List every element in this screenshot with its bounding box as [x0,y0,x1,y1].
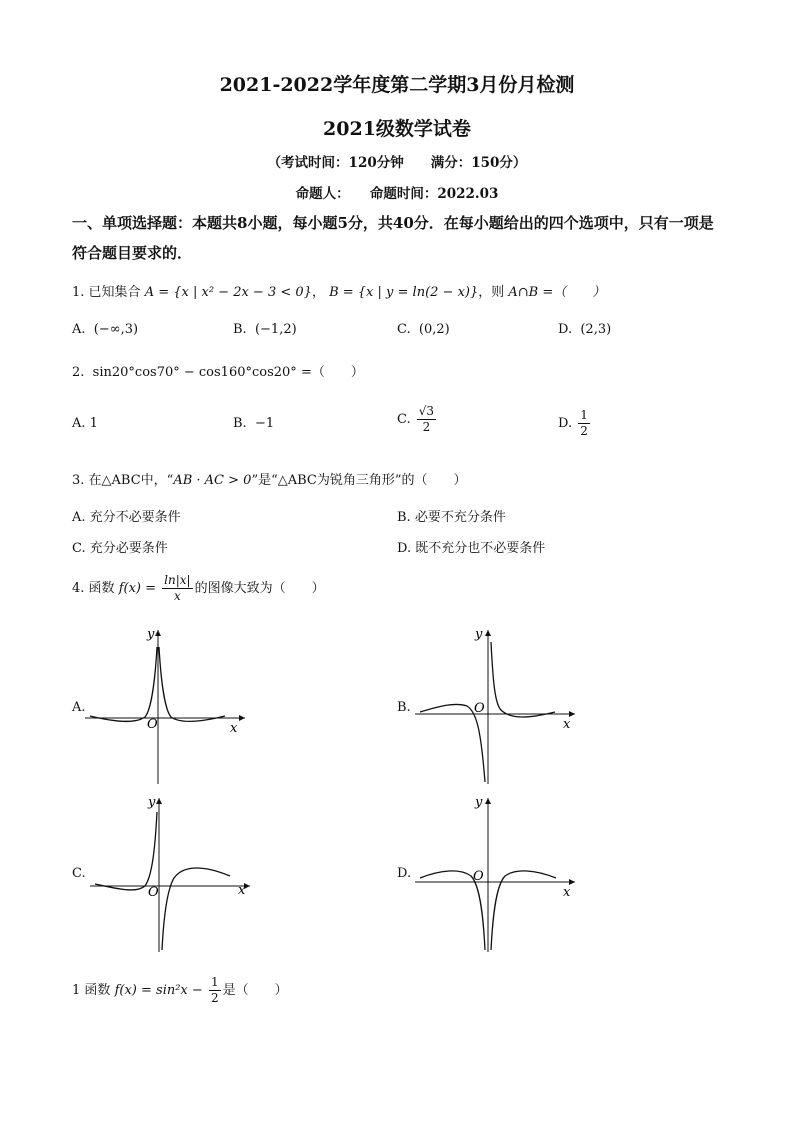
option-a[interactable]: A. (−∞,3) [72,322,139,337]
question-text: 是（ ） [222,983,288,998]
question-text: 函数 [84,983,111,998]
question-5: 1 函数 f(x) = sin²x − $\frac{1}{2}$ 是（ ） [72,975,288,1005]
question-3 [72,469,467,488]
svg-text:x: x [238,883,246,898]
option-d[interactable]: D. 既不充分也不必要条件 [397,541,546,556]
svg-text:y: y [475,795,483,810]
svg-text:y: y [147,627,155,642]
question-text: sin20°cos70° − cos160°cos20° =（ ） [92,365,364,380]
question-number: 4. [72,581,85,596]
question-number: 1 [72,983,81,998]
svg-text:O: O [148,885,159,900]
option-b[interactable]: B. 必要不充分条件 [397,510,506,525]
option-b[interactable]: B. (−1,2) [233,322,297,337]
svg-text:x: x [563,717,571,732]
question-number: 2. [72,365,85,380]
graph-label-d[interactable]: D. [397,866,412,881]
question-2 [72,361,364,380]
function-expression: f(x) = [118,581,157,596]
question-text: ”是“△ABC为锐角三角形”的（ ） [251,473,467,488]
graph-option-d[interactable] [415,790,585,955]
svg-text:y: y [148,795,156,810]
graph-label-b[interactable]: B. [397,700,411,715]
option-d[interactable]: D. $\frac{1}{2}$ [558,408,588,438]
graph-label-a[interactable]: A. [72,700,86,715]
author-line: 命题人： 命题时间：2022.03 [295,186,499,202]
graph-label-c[interactable]: C. [72,866,86,881]
function-expression: f(x) = sin²x − [114,983,203,998]
option-c[interactable]: C. $\frac{√3}{2}$ [397,404,435,434]
question-text: 已知集合 [88,285,141,300]
option-a[interactable]: A. 1 [72,416,98,431]
svg-text:x: x [230,721,238,736]
option-c[interactable]: C. 充分必要条件 [72,541,168,556]
question-number: 1. [72,285,85,300]
svg-text:O: O [473,869,484,884]
paper-subtitle: 2021级数学试卷 [323,118,471,140]
option-b[interactable]: B. −1 [233,416,275,431]
svg-text:x: x [563,885,571,900]
question-4: 4. 函数 f(x) = $\frac{\ln|x|}{x}$ 的图像大致为（ ） [72,573,325,603]
set-a-expression: A = {x | x² − 2x − 3 < 0} [144,285,312,300]
exam-info: （考试时间：120分钟 满分：150分） [267,155,527,171]
question-ask: A∩B =（ ） [508,285,606,300]
set-b-expression: B = {x | y = ln(2 − x)} [329,285,479,300]
graph-option-c[interactable] [90,790,260,955]
svg-text:O: O [474,701,485,716]
question-text: 的图像大致为（ ） [194,581,325,596]
question-text: 函数 [88,581,115,596]
paper-title: 2021-2022学年度第二学期3月份月检测 [219,74,575,96]
option-c[interactable]: C. (0,2) [397,322,450,337]
question-text: ，则 [478,285,505,300]
question-1: 1. 已知集合 A = {x | x² − 2x − 3 < 0}， B = {x | y = ln(2 − x)}，则 A∩B =（ ） [72,285,606,300]
graph-option-a[interactable] [85,622,255,787]
svg-text:O: O [147,717,158,732]
graph-option-b[interactable] [415,622,585,787]
section-heading: 一、单项选择题：本题共8小题，每小题5分，共40分．在每小题给出的四个选项中，只有一项是符合题目要求的． [72,214,714,262]
question-text: 在△ABC中，“ [88,473,174,488]
vector-expression: AB · AC > 0 [173,473,252,488]
option-a[interactable]: A. 充分不必要条件 [72,510,181,525]
question-number: 3. [72,473,85,488]
svg-text:y: y [475,627,483,642]
option-d[interactable]: D. (2,3) [558,322,612,337]
